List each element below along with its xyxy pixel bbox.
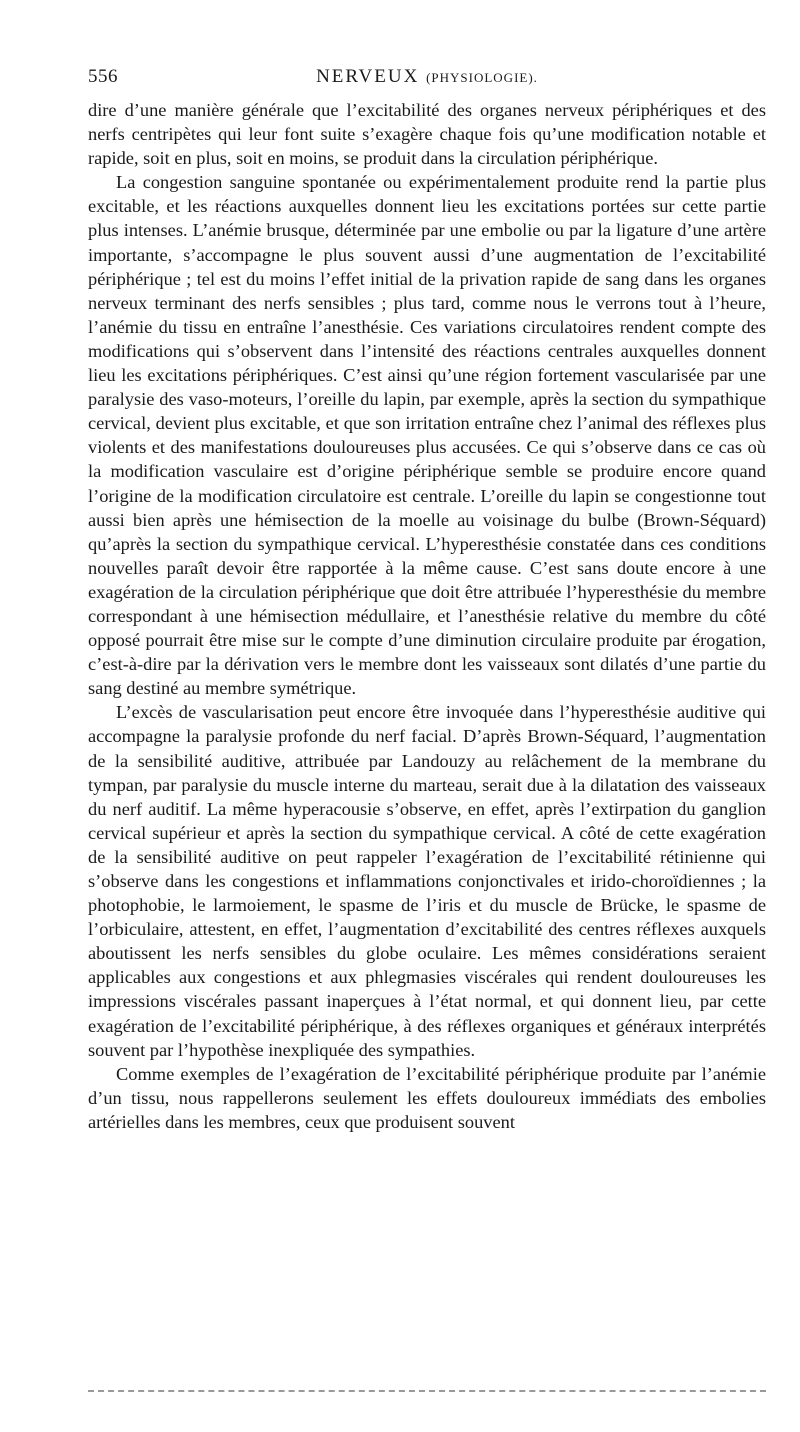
footer-dashed-rule xyxy=(88,1390,766,1392)
paragraph: L’excès de vascularisation peut encore être invoquée dans l’hyperesthésie auditive qui accompagne la paralysie profonde du nerf facial. D’après Brown-Séquard, l’augmentation de la sensibilité auditive, attribuée par Landouzy au relâchement de la membrane du tympan, par paralysie du muscle interne du marteau, serait due à la dilatation des vaisseaux du nerf auditif. La même hyperacousie s’observe, en effet, après l’extirpation du ganglion cervical supérieur et après la section du sympathique cervical. A côté de cette exagération de la sensibilité auditive on peut rappeler l’exagération de l’excitabilité rétinienne qui s’observe dans les congestions et inflammations conjonctivales et irido-choroïdiennes ; la photophobie, le larmoiement, le spasme de l’iris et du muscle de Brücke, le spasme de l’orbiculaire, attestent, en effet, l’augmentation d’excitabilité des centres réflexes auxquels aboutissent les nerfs sensibles du globe oculaire. Les mêmes considérations seraient applicables aux congestions et aux phlegmasies viscérales qui rendent douloureuses les impressions viscérales passant inaperçues à l’état normal, et qui donnent lieu, par cette exagération de l’excitabilité périphérique, à des réflexes organiques et généraux interprétés souvent par l’hypothèse inexpliquée des sympathies. xyxy=(88,702,766,1060)
paragraph: La congestion sanguine spontanée ou expérimentalement produite rend la partie plus excitable, et les réactions auxquelles donnent lieu les excitations portées sur cette partie plus intenses. L’anémie brusque, déterminée par une embolie ou par la ligature d’une artère importante, s’accompagne le plus souvent aussi d’une augmentation de l’excitabilité périphérique ; tel est du moins l’effet initial de la privation rapide de sang dans les organes nerveux terminant des nerfs sensibles ; plus tard, comme nous le verrons tout à l’heure, l’anémie du tissu en entraîne l’anesthésie. Ces variations circulatoires rendent compte des modifications qui s’observent dans l’intensité des réactions centrales auxquelles donnent lieu les excitations périphériques. C’est ainsi qu’une région fortement vascularisée par une paralysie des vaso-moteurs, l’oreille du lapin, par exemple, après la section du sympathique cervical, devient plus excitable, et que son irritation entraîne chez l’animal des réflexes plus violents et des manifestations douloureuses plus accusées. Ce qui s’observe dans ce cas où la modification vasculaire est d’origine périphérique semble se produire encore quand l’origine de la modification circulatoire est centrale. L’oreille du lapin se congestionne tout aussi bien après une hémisection de la moelle au voisinage du bulbe (Brown-Séquard) qu’après la section du sympathique cervical. L’hyperesthésie constatée dans ces conditions nouvelles paraît devoir être rapportée à la même cause. C’est sans doute encore à une exagération de la circulation périphérique que doit être attribuée l’hyperesthésie du membre correspondant à une hémisection médullaire, et l’anesthésie relative du membre du côté opposé pourrait être mise sur le compte d’une diminution circulaire produite par érogation, c’est-à-dire par la dérivation vers le membre dont les vaisseaux sont dilatés d’une partie du sang destiné au membre symétrique. xyxy=(88,172,766,699)
running-title-subtitle: (PHYSIOLOGIE). xyxy=(426,70,538,85)
page-number: 556 xyxy=(88,66,118,87)
running-title xyxy=(88,66,766,88)
running-title-main: NERVEUX xyxy=(316,66,420,87)
running-head xyxy=(88,66,766,94)
body-text xyxy=(88,98,766,1134)
paragraph-continued: dire d’une manière générale que l’excitabilité des organes nerveux périphériques et des nerfs centripètes qui leur font suite s’exagère chaque fois qu’une modification notable et rapide, soit en plus, soit en moins, se produit dans la circulation périphérique. xyxy=(88,100,766,169)
paragraph: Comme exemples de l’exagération de l’excitabilité périphérique produite par l’anémie d’un tissu, nous rappellerons seulement les effets douloureux immédiats des embolies artérielles dans les membres, ceux que produisent souvent xyxy=(88,1063,766,1132)
book-page xyxy=(88,66,766,1134)
